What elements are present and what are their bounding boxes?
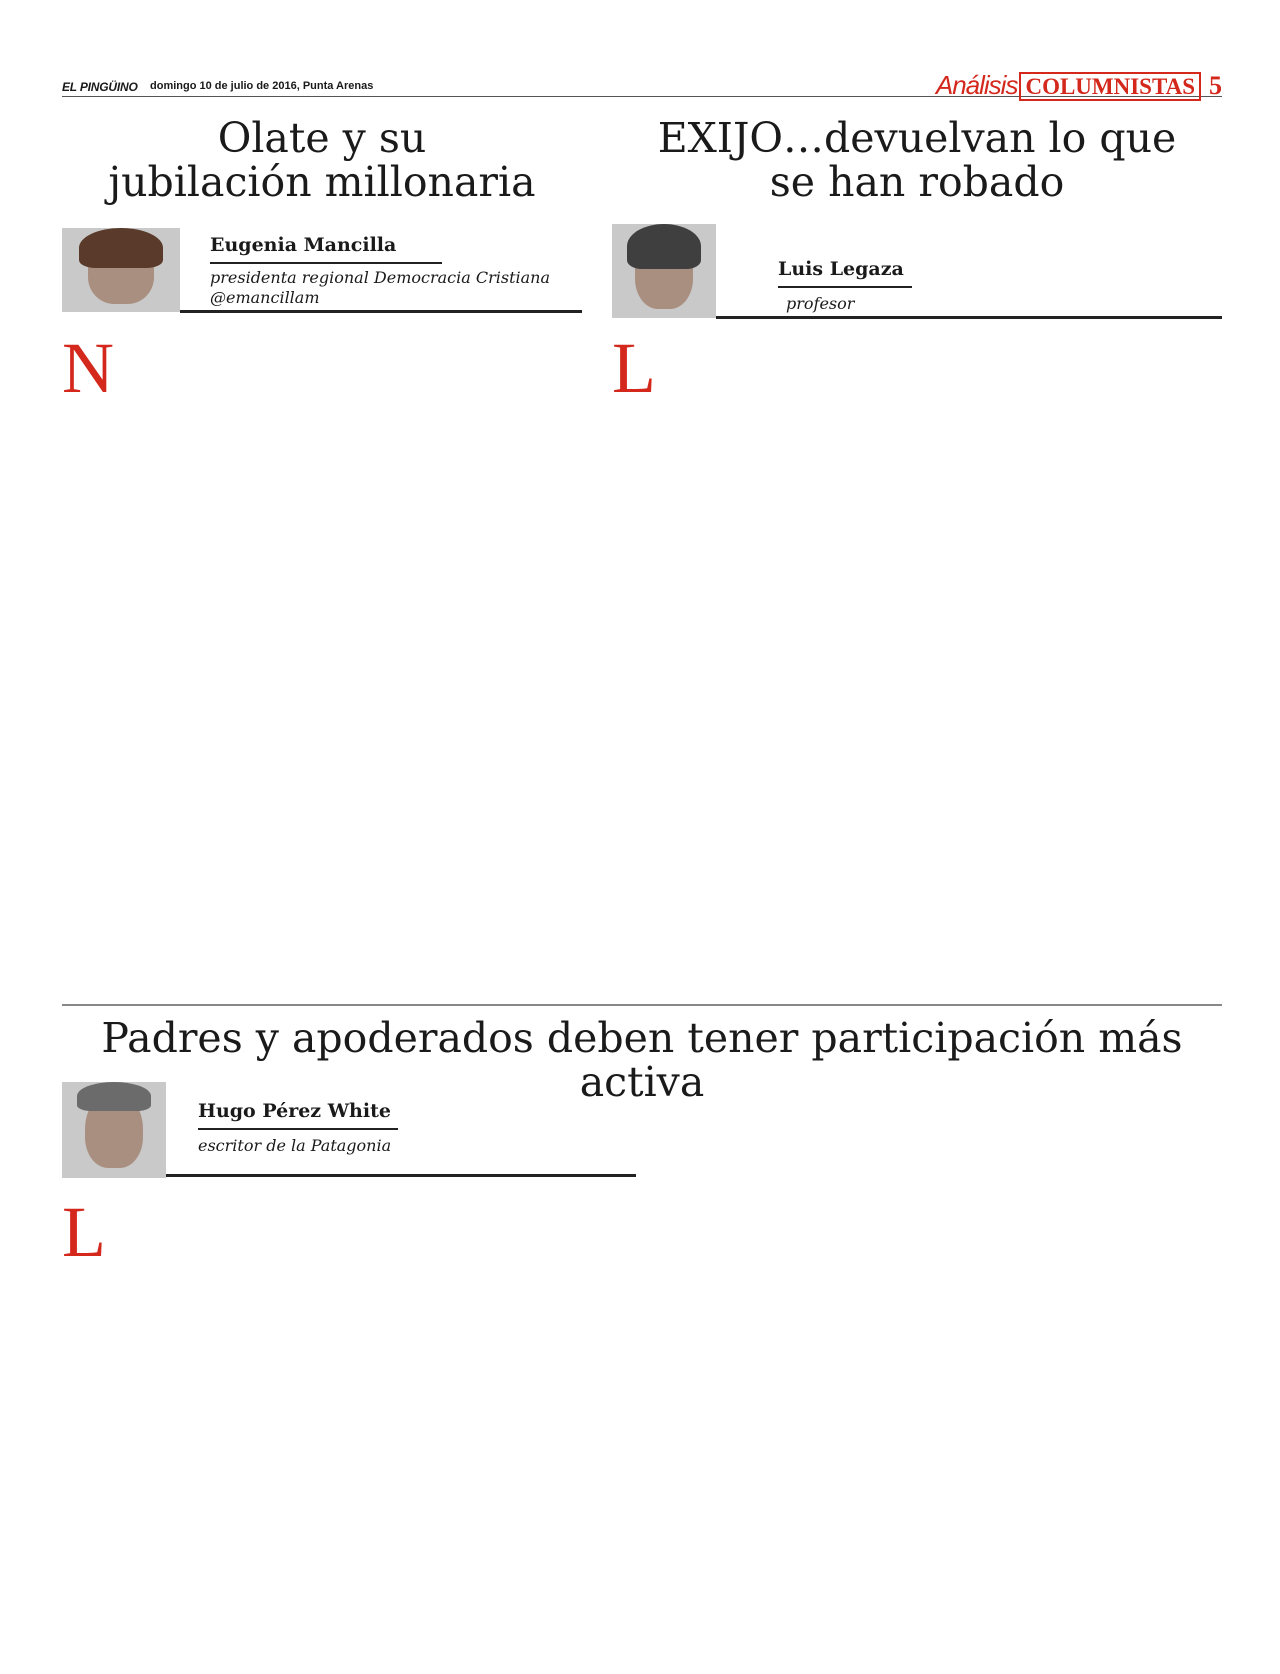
article3-body-col1 [62, 1200, 604, 1560]
article2-dropcap: L [612, 336, 656, 408]
article3-dropcap: L [62, 1200, 106, 1272]
article1-headline-line1: Olate y su [217, 114, 427, 162]
author-photo [612, 224, 716, 318]
article2-headline-line2: se han robado [769, 158, 1065, 207]
byline-rule [166, 1174, 636, 1177]
author-photo [62, 1082, 166, 1178]
author-name-rule [210, 262, 442, 264]
article3-headline: Padres y apoderados deben tener participación más activa [101, 1014, 1183, 1107]
byline-rule [716, 316, 1222, 319]
byline-rule [180, 310, 582, 313]
author-role-line1: presidenta regional Democracia Cristiana [210, 268, 551, 287]
author-hair [77, 1082, 152, 1111]
article2-headline-line1: EXIJO…devuelvan lo que [657, 114, 1177, 162]
author-name-rule [198, 1128, 398, 1130]
author-hair [627, 224, 702, 269]
dateline: domingo 10 de julio de 2016, Punta Arenas [150, 80, 374, 92]
article3-byline [62, 1082, 622, 1178]
author-hair [79, 228, 164, 268]
author-role: escritor de la Patagonia [198, 1136, 392, 1155]
author-role [210, 268, 550, 308]
author-role-line2: @emancillam [210, 288, 320, 307]
author-photo [62, 228, 180, 312]
article1-body-col2 [334, 336, 590, 976]
author-name: Eugenia Mancilla [210, 234, 397, 256]
article2-byline [612, 224, 1222, 318]
article1-headline-line2: jubilación millonaria [108, 158, 536, 207]
article1-body-col1 [62, 336, 318, 976]
article2-body-col1 [612, 336, 874, 976]
section-label [936, 70, 1222, 101]
article2-body-col2 [886, 336, 1148, 976]
article1-dropcap: N [62, 336, 114, 408]
author-role: profesor [786, 294, 855, 313]
author-name: Luis Legaza [778, 258, 904, 280]
newspaper-name: EL PINGÜINO [62, 80, 138, 94]
article1-headline [62, 116, 582, 205]
article2-headline [612, 116, 1222, 205]
article3-body-col2 [634, 1082, 1222, 1560]
page-number: 5 [1209, 71, 1222, 100]
section-divider [62, 1004, 1222, 1006]
section-columnistas: COLUMNISTAS [1019, 72, 1201, 101]
author-name: Hugo Pérez White [198, 1100, 391, 1122]
section-analisis: Análisis [935, 70, 1018, 100]
masthead [62, 70, 1222, 100]
article1-byline [62, 228, 582, 312]
author-name-rule [778, 286, 912, 288]
